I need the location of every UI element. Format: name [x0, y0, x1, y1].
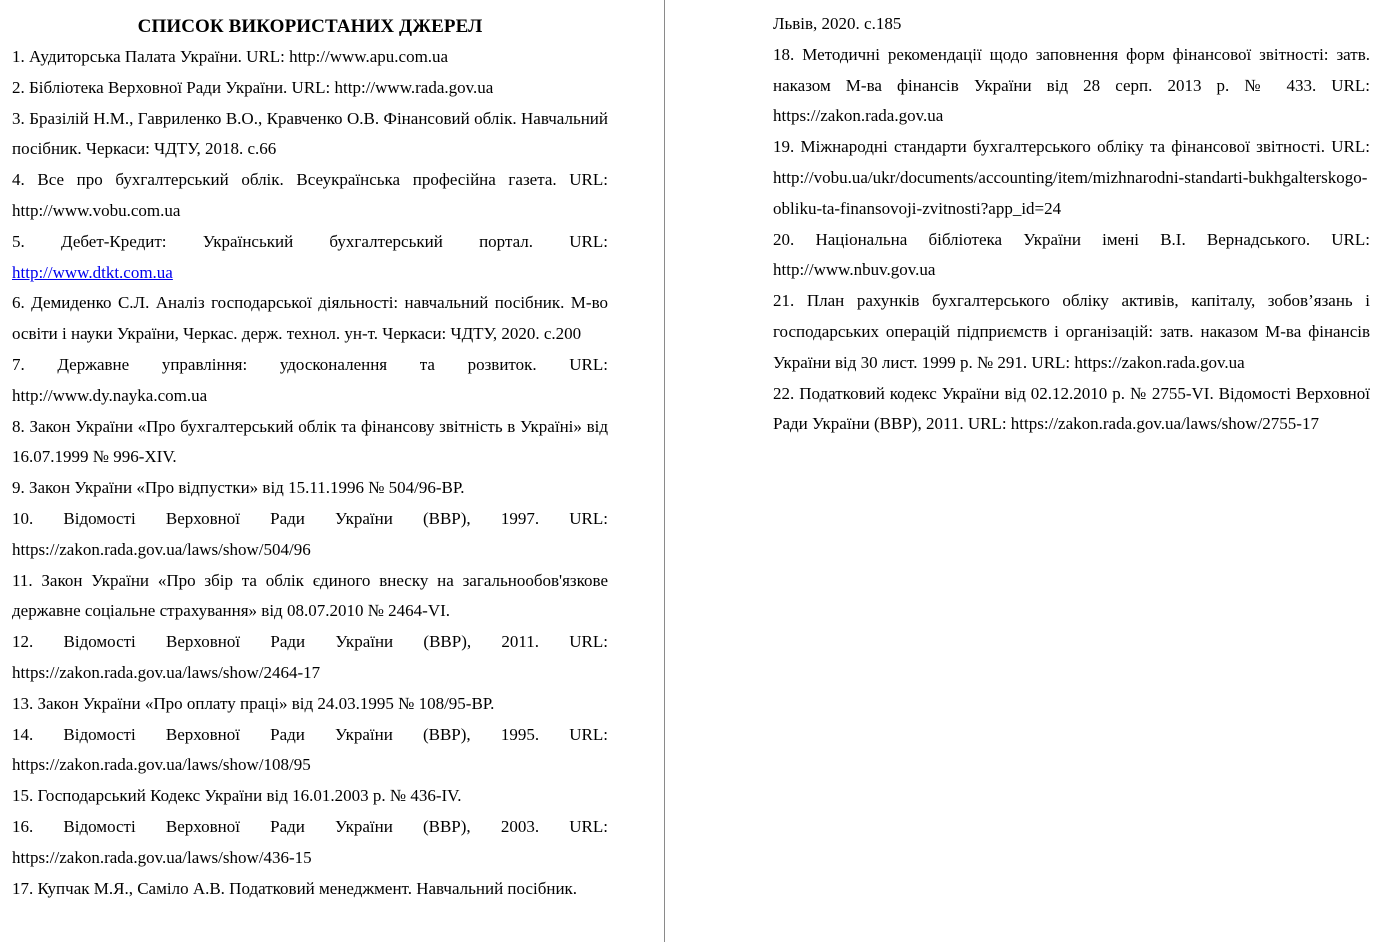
left-page: [12, 0, 608, 942]
reference-link[interactable]: http://www.dtkt.com.ua: [12, 262, 173, 282]
reference-item: 7. Державне управління: удосконалення та розвиток. URL: http://www.dy.nayka.com.ua: [12, 354, 608, 405]
reference-item: 17. Купчак М.Я., Саміло А.В. Податковий менеджмент. Навчальний посібник.: [12, 878, 578, 898]
reference-item: 9. Закон України «Про відпустки» від 15.11.1996 № 504/96-ВР.: [12, 478, 465, 498]
reference-text: 5. Дебет-Кредит: Український бухгалтерський портал. URL:: [12, 231, 608, 251]
reference-item: 8. Закон України «Про бухгалтерський облік та фінансову звітність в Україні» від 16.07.1999 № 996-XIV.: [12, 416, 608, 467]
reference-item: 20. Національна бібліотека України імені В.І. Вернадського. URL: http://www.nbuv.gov.ua: [773, 229, 1370, 280]
reference-item: 18. Методичні рекомендації щодо заповнення форм фінансової звітності: затв. наказом М-ва фінансів України від 28 серп. 2013 р. № 433. URL: https://zakon.rada.gov.ua: [773, 44, 1370, 126]
reference-item: 10. Відомості Верховної Ради України (ВВР), 1997. URL: https://zakon.rada.gov.ua/laws/show/504/96: [12, 508, 608, 559]
page-title: СПИСОК ВИКОРИСТАНИХ ДЖЕРЕЛ: [137, 16, 483, 37]
page-divider: [664, 0, 665, 942]
reference-item: 16. Відомості Верховної Ради України (ВВР), 2003. URL: https://zakon.rada.gov.ua/laws/show/436-15: [12, 816, 608, 867]
reference-item: 19. Міжнародні стандарти бухгалтерського обліку та фінансової звітності. URL: http://vobu.ua/ukr/documents/accounting/item/mizhnarodni-standarti-bukhgalterskogo-obliku-ta-finansovoji-zvitnosti?app_id=24: [773, 137, 1370, 218]
reference-item: 15. Господарський Кодекс України від 16.01.2003 р. № 436-IV.: [12, 786, 462, 806]
reference-item: 1. Аудиторська Палата України. URL: http://www.apu.com.ua: [12, 47, 449, 66]
reference-item: 12. Відомості Верховної Ради України (ВВР), 2011. URL: https://zakon.rada.gov.ua/laws/show/2464-17: [12, 632, 608, 682]
reference-item: 3. Бразілій Н.М., Гавриленко В.О., Кравченко О.В. Фінансовий облік. Навчальний посібник. Черкаси: ЧДТУ, 2018. с.66: [12, 108, 608, 159]
reference-item: 14. Відомості Верховної Ради України (ВВР), 1995. URL: https://zakon.rada.gov.ua/laws/show/108/95: [12, 724, 608, 775]
reference-item: 6. Демиденко С.Л. Аналіз господарської діяльності: навчальний посібник. М-во освіти і науки України, Черкас. держ. технол. ун-т. Черкаси: ЧДТУ, 2020. с.200: [12, 293, 608, 344]
reference-item: 4. Все про бухгалтерський облік. Всеукраїнська професійна газета. URL: http://www.vobu.com.ua: [12, 170, 608, 220]
reference-continuation: Львів, 2020. с.185: [773, 14, 902, 33]
reference-item: 13. Закон України «Про оплату праці» від 24.03.1995 № 108/95-ВР.: [12, 693, 495, 713]
reference-item: 11. Закон України «Про збір та облік єдиного внеску на загальнообов'язкове державне соціальне страхування» від 08.07.2010 № 2464-VI.: [12, 570, 608, 621]
right-page: [773, 0, 1370, 942]
reference-item: 22. Податковий кодекс України від 02.12.2010 р. № 2755-VI. Відомості Верховної Ради України (ВВР), 2011. URL: https://zakon.rada.gov.ua/laws/show/2755-17: [773, 383, 1370, 434]
reference-item: 21. План рахунків бухгалтерського обліку активів, капіталу, зобов’язань і господарських операцій підприємств і організацій: затв. наказом М-ва фінансів України від 30 лист. 1999 р. № 291. URL: https://zakon.rada.gov.ua: [773, 291, 1370, 372]
reference-item: 2. Бібліотека Верховної Ради України. URL: http://www.rada.gov.ua: [12, 77, 494, 97]
reference-item: [12, 227, 608, 289]
